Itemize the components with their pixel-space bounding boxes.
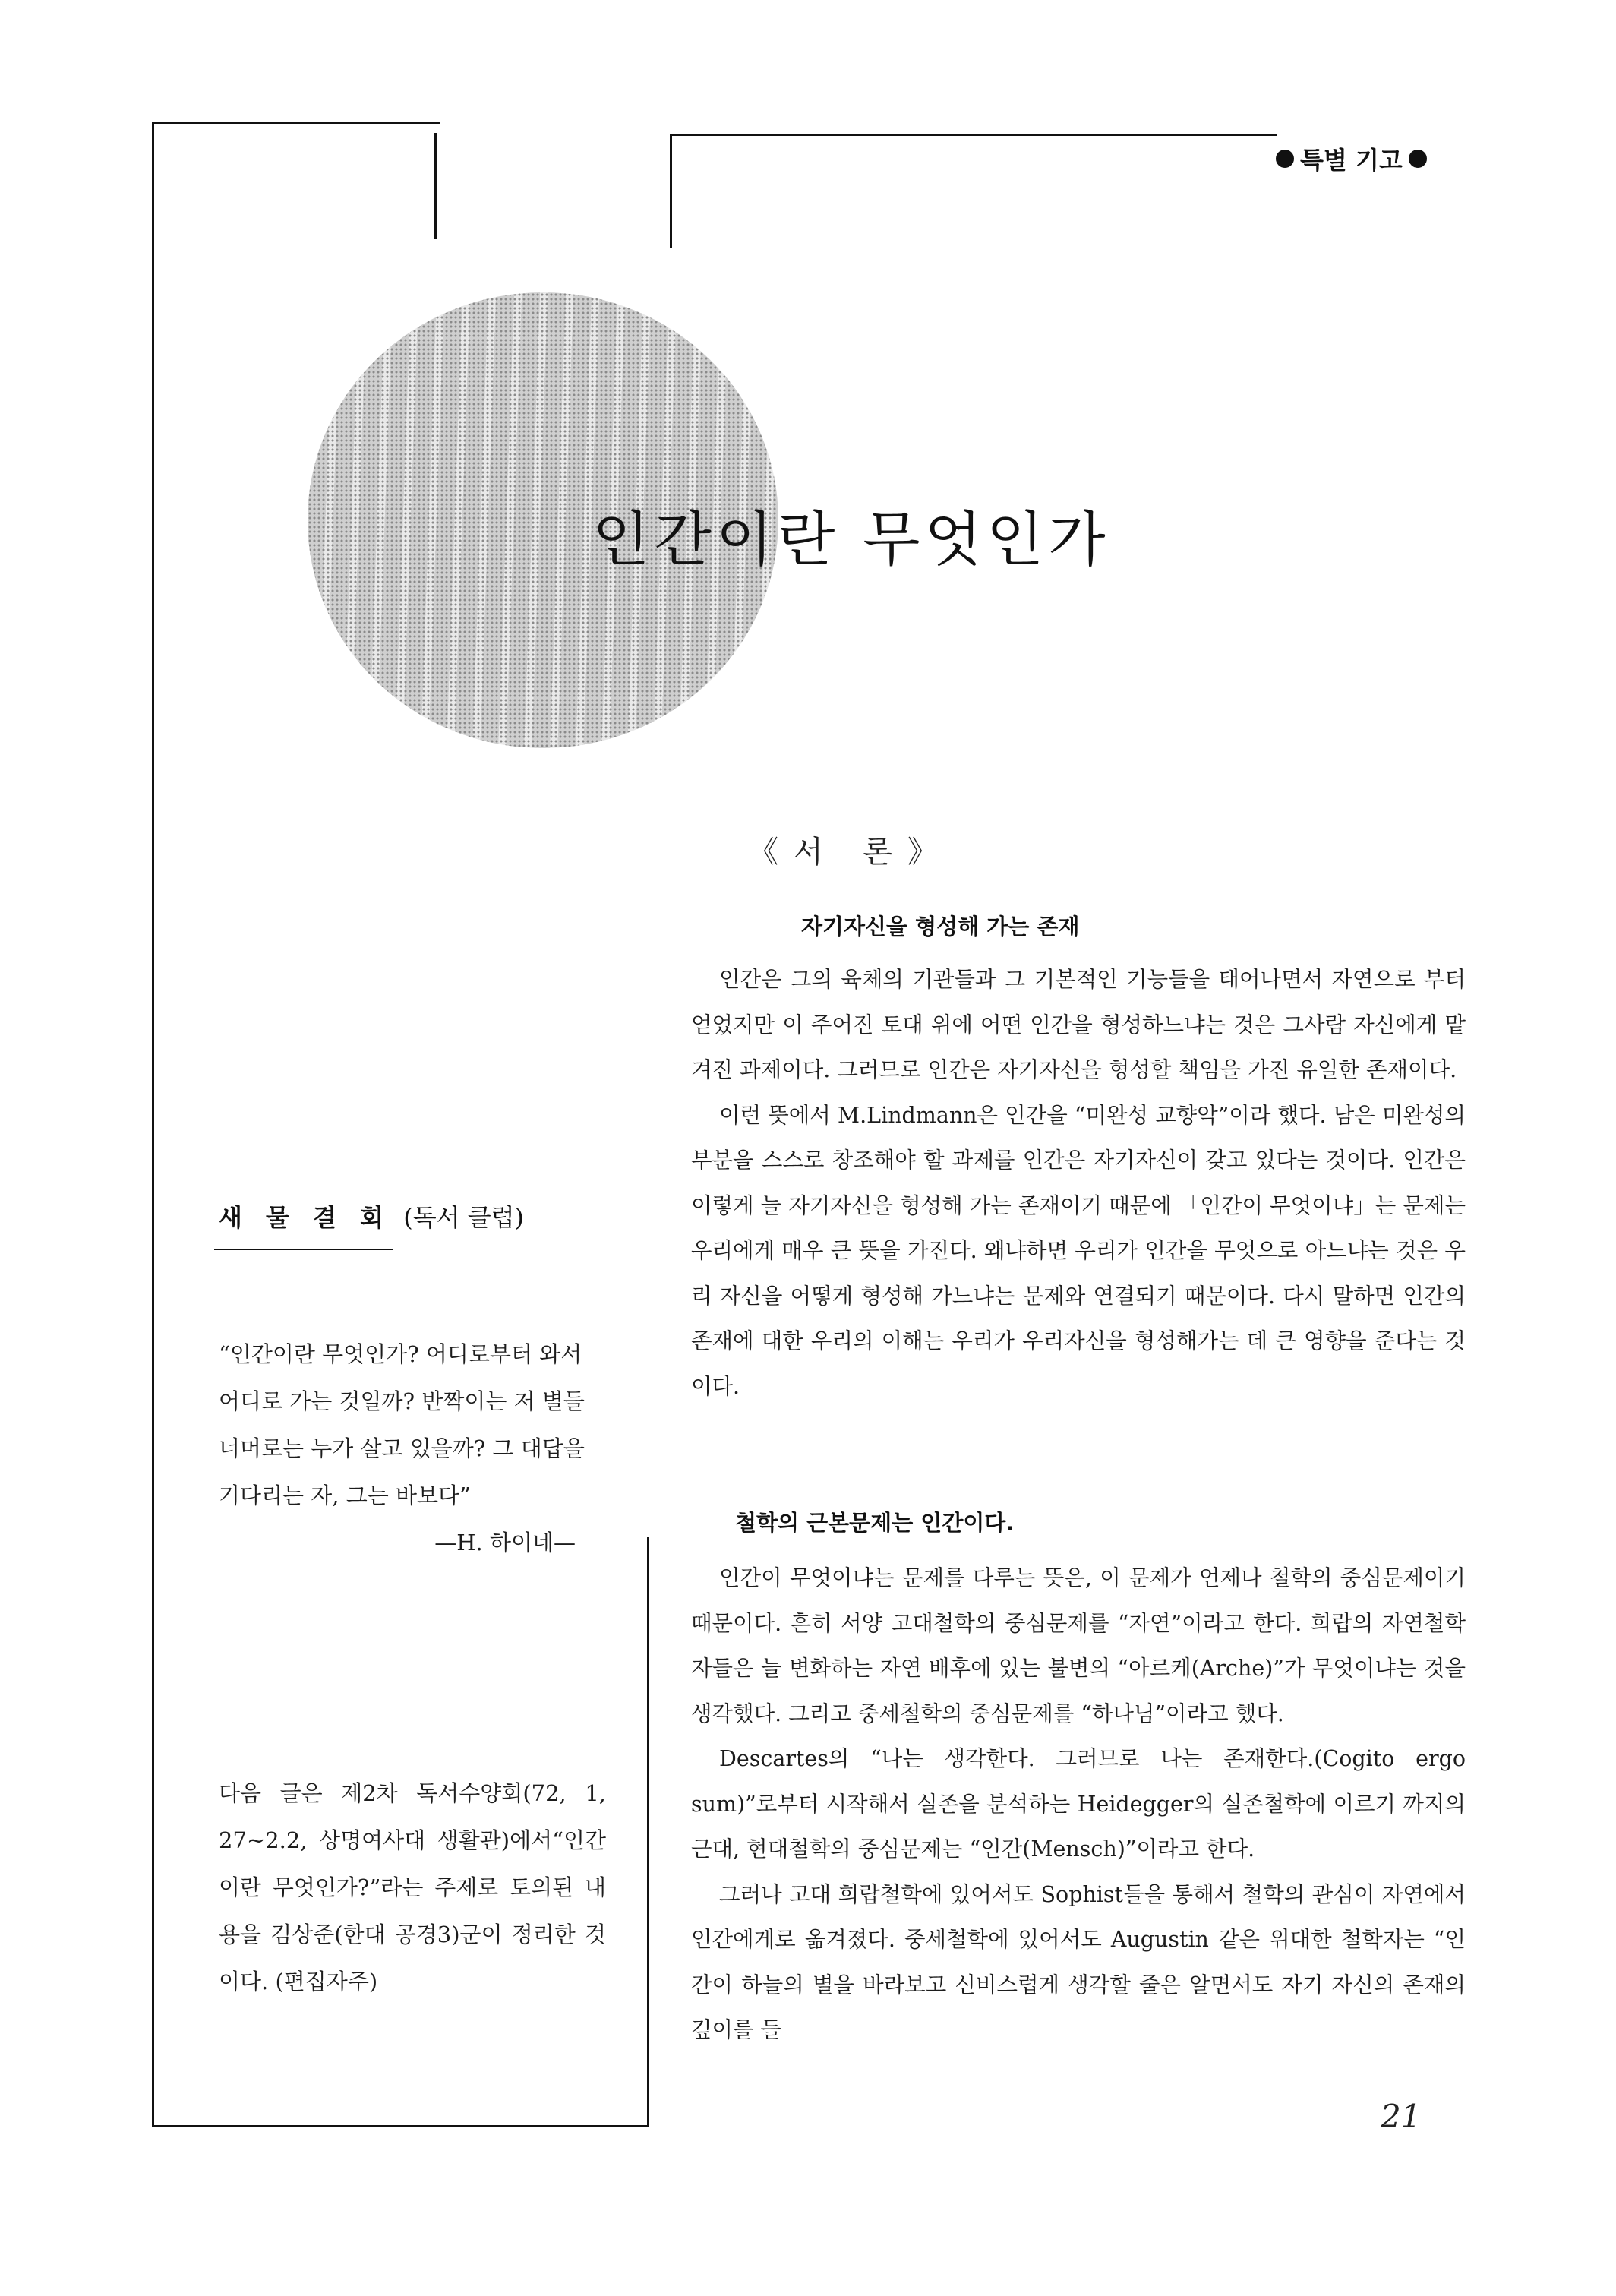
heine-quote	[219, 1331, 598, 1566]
body-block-1	[691, 957, 1466, 1409]
editor-note: 다음 글은 제2차 독서수양회(72, 1, 27~2.2, 상명여사대 생활관)에서“인간이란 무엇인가?”라는 주제로 토의된 내용을 김상준(한대 공경3)군이 정리한 것이다. (편집자주)	[219, 1780, 606, 1994]
sidebar-frame-left	[152, 122, 154, 2127]
bullet-dot-icon	[1409, 150, 1427, 168]
paragraph: 그러나 고대 희랍철학에 있어서도 Sophist들을 통해서 철학의 관심이 자연에서 인간에게로 옮겨졌다. 중세철학에 있어서도 Augustin 같은 위대한 철학자는 “인간이 하늘의 별을 바라보고 신비스럽게 생각할 줄은 알면서도 자기 자신의 존재의 깊이를 들	[691, 1881, 1466, 2042]
sidebar-frame-top	[152, 122, 440, 124]
page-number: 21	[1381, 2098, 1422, 2135]
article-title: 인간이란 무엇인가	[592, 506, 1110, 574]
paragraph: 인간은 그의 육체의 기관들과 그 기본적인 기능들을 태어나면서 자연으로 부터 얻었지만 이 주어진 토대 위에 어떤 인간을 형성하느냐는 것은 그사람 자신에게 맡겨진 과제이다. 그러므로 인간은 자기자신을 형성할 책임을 가진 유일한 존재이다.	[691, 967, 1466, 1082]
subheading-self-forming: 자기자신을 형성해 가는 존재	[801, 914, 1080, 940]
quote-text: “인간이란 무엇인가? 어디로부터 와서 어디로 가는 것일까? 반짝이는 저 별들 너머로는 누가 살고 있을까? 그 대답을 기다리는 자, 그는 바보다”	[219, 1341, 585, 1508]
header-tag-label: 특별 기고	[1300, 146, 1403, 175]
sidebar-frame-right	[647, 1537, 649, 2127]
sidebar-frame-bottom	[152, 2125, 649, 2127]
paragraph: 인간이 무엇이냐는 문제를 다루는 뜻은, 이 문제가 언제나 철학의 중심문제이기 때문이다. 흔히 서양 고대철학의 중심문제를 “자연”이라고 한다. 희랍의 자연철학자들은 늘 변화하는 자연 배후에 있는 불변의 “아르케(Arche)”가 무엇이냐는 것을 생각했다. 그리고 중세철학의 중심문제를 “하나님”이라고 했다.	[691, 1565, 1466, 1726]
paragraph: 이런 뜻에서 M.Lindmann은 인간을 “미완성 교향악”이라 했다. 남은 미완성의 부분을 스스로 창조해야 할 과제를 인간은 자기자신이 갖고 있다는 것이다. 인간은 이렇게 늘 자기자신을 형성해 가는 존재이기 때문에 「인간이 무엇이냐」는 문제는 우리에게 매우 큰 뜻을 가진다. 왜냐하면 우리가 인간을 무엇으로 아느냐는 것은 우리 자신을 어떻게 형성해 가느냐는 문제와 연결되기 때문이다. 다시 말하면 인간의 존재에 대한 우리의 이해는 우리가 우리자신을 형성해가는 데 큰 영향을 준다는 것이다.	[691, 1102, 1466, 1399]
section-heading: 《서 론》	[748, 835, 953, 870]
club-tag: (독서 클럽)	[403, 1203, 525, 1232]
subheading-philosophy-core: 철학의 근본문제는 인간이다.	[735, 1510, 1015, 1536]
header-tag	[1276, 141, 1427, 176]
club-label	[219, 1199, 524, 1233]
paragraph: Descartes의 “나는 생각한다. 그러므로 나는 존재한다.(Cogito ergo sum)”로부터 시작해서 실존을 분석하는 Heidegger의 실존철학에 이르기 까지의 근대, 현대철학의 중심문제는 “인간(Mensch)”이라고 한다.	[691, 1746, 1466, 1862]
club-underline	[214, 1249, 393, 1250]
header-rule-tick	[670, 134, 672, 248]
body-block-2	[691, 1555, 1466, 2053]
header-rule	[670, 134, 1277, 136]
club-name: 새 물 결 회	[219, 1203, 392, 1232]
sidebar-frame-tick	[434, 133, 437, 239]
quote-attribution: —H. 하이네—	[434, 1530, 576, 1555]
bullet-dot-icon	[1276, 150, 1294, 168]
